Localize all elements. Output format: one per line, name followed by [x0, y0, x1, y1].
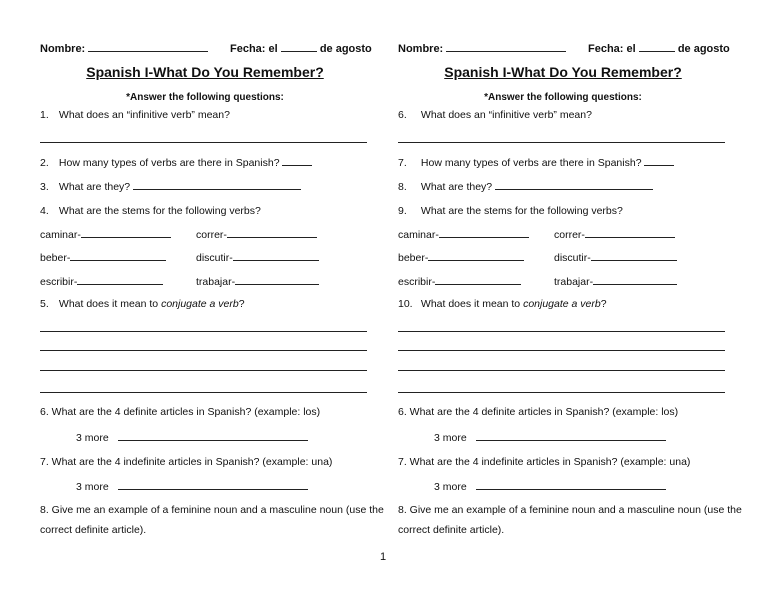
answer-line-10c[interactable]: [398, 370, 725, 371]
worksheet-left: [40, 0, 384, 593]
page-number: 1: [380, 551, 387, 563]
question-8-line-2: correct definite article).: [40, 524, 147, 536]
answer-line-5b[interactable]: [40, 350, 367, 351]
question-8-nouns-right-line-2: correct definite article).: [398, 524, 505, 536]
verb-caminar[interactable]: caminar-: [398, 228, 529, 242]
date-blank[interactable]: [281, 42, 317, 52]
question-6-articles-right: 6. What are the 4 definite articles in Spanish? (example: los): [398, 406, 679, 418]
date-label: Fecha: el: [230, 43, 278, 55]
more-answer-6-right[interactable]: 3 more: [434, 431, 666, 445]
question-2: 2. How many types of verbs are there in Spanish?: [40, 156, 312, 170]
verb-trabajar[interactable]: trabajar-: [554, 275, 677, 289]
verb-correr[interactable]: correr-: [554, 228, 675, 242]
date-suffix: de agosto: [677, 43, 730, 55]
date-suffix: de agosto: [319, 43, 372, 55]
question-9-right: 9. What are the stems for the following verbs?: [398, 205, 623, 217]
date-field[interactable]: [588, 42, 730, 56]
name-label: Nombre:: [398, 43, 444, 55]
worksheet-right: [398, 0, 742, 593]
answer-blank-2[interactable]: [282, 156, 312, 166]
answer-blank-3[interactable]: [133, 180, 301, 190]
instructions: *Answer the following questions:: [484, 92, 642, 103]
verb-caminar[interactable]: caminar-: [40, 228, 171, 242]
verb-discutir[interactable]: discutir-: [196, 251, 319, 265]
question-8-line-1: 8. Give me an example of a feminine noun and a masculine noun (use the: [40, 504, 384, 516]
verb-beber[interactable]: beber-: [398, 251, 524, 265]
verb-correr[interactable]: correr-: [196, 228, 317, 242]
date-label: Fecha: el: [588, 43, 636, 55]
name-blank[interactable]: [88, 42, 208, 52]
verb-discutir[interactable]: discutir-: [554, 251, 677, 265]
more-answer-7-right[interactable]: 3 more: [434, 480, 666, 494]
more-answer-7[interactable]: 3 more: [76, 480, 308, 494]
answer-line-10d[interactable]: [398, 392, 725, 393]
question-6-right: 6. What does an “infinitive verb” mean?: [398, 109, 592, 121]
worksheet-title: Spanish I-What Do You Remember?: [86, 64, 324, 80]
answer-blank-7[interactable]: [644, 156, 674, 166]
verb-escribir[interactable]: escribir-: [40, 275, 163, 289]
name-field[interactable]: [40, 42, 208, 56]
question-10-right: 10. What does it mean to conjugate a verb?: [398, 298, 607, 310]
question-8-right: 8. What are they?: [398, 180, 653, 194]
instructions: *Answer the following questions:: [126, 92, 284, 103]
question-1: 1. What does an “infinitive verb” mean?: [40, 109, 230, 121]
name-field[interactable]: [398, 42, 566, 56]
more-answer-6[interactable]: 3 more: [76, 431, 308, 445]
date-blank[interactable]: [639, 42, 675, 52]
date-field[interactable]: [230, 42, 372, 56]
question-7: 7. What are the 4 indefinite articles in Spanish? (example: una): [40, 456, 333, 468]
question-3: 3. What are they?: [40, 180, 301, 194]
verb-beber[interactable]: beber-: [40, 251, 166, 265]
answer-blank-8[interactable]: [495, 180, 653, 190]
answer-line-10b[interactable]: [398, 350, 725, 351]
answer-line-5a[interactable]: [40, 331, 367, 332]
question-5: 5. What does it mean to conjugate a verb?: [40, 298, 245, 310]
answer-line-6[interactable]: [398, 142, 725, 143]
name-label: Nombre:: [40, 43, 86, 55]
question-8-nouns-right-line-1: 8. Give me an example of a feminine noun and a masculine noun (use the: [398, 504, 742, 516]
worksheet-title: Spanish I-What Do You Remember?: [444, 64, 682, 80]
answer-line-5c[interactable]: [40, 370, 367, 371]
question-4: 4. What are the stems for the following verbs?: [40, 205, 261, 217]
answer-line-1[interactable]: [40, 142, 367, 143]
question-6: 6. What are the 4 definite articles in Spanish? (example: los): [40, 406, 321, 418]
answer-line-10a[interactable]: [398, 331, 725, 332]
question-7-articles-right: 7. What are the 4 indefinite articles in Spanish? (example: una): [398, 456, 691, 468]
name-blank[interactable]: [446, 42, 566, 52]
question-7-right: 7. How many types of verbs are there in Spanish?: [398, 156, 674, 170]
verb-trabajar[interactable]: trabajar-: [196, 275, 319, 289]
verb-escribir[interactable]: escribir-: [398, 275, 521, 289]
answer-line-5d[interactable]: [40, 392, 367, 393]
